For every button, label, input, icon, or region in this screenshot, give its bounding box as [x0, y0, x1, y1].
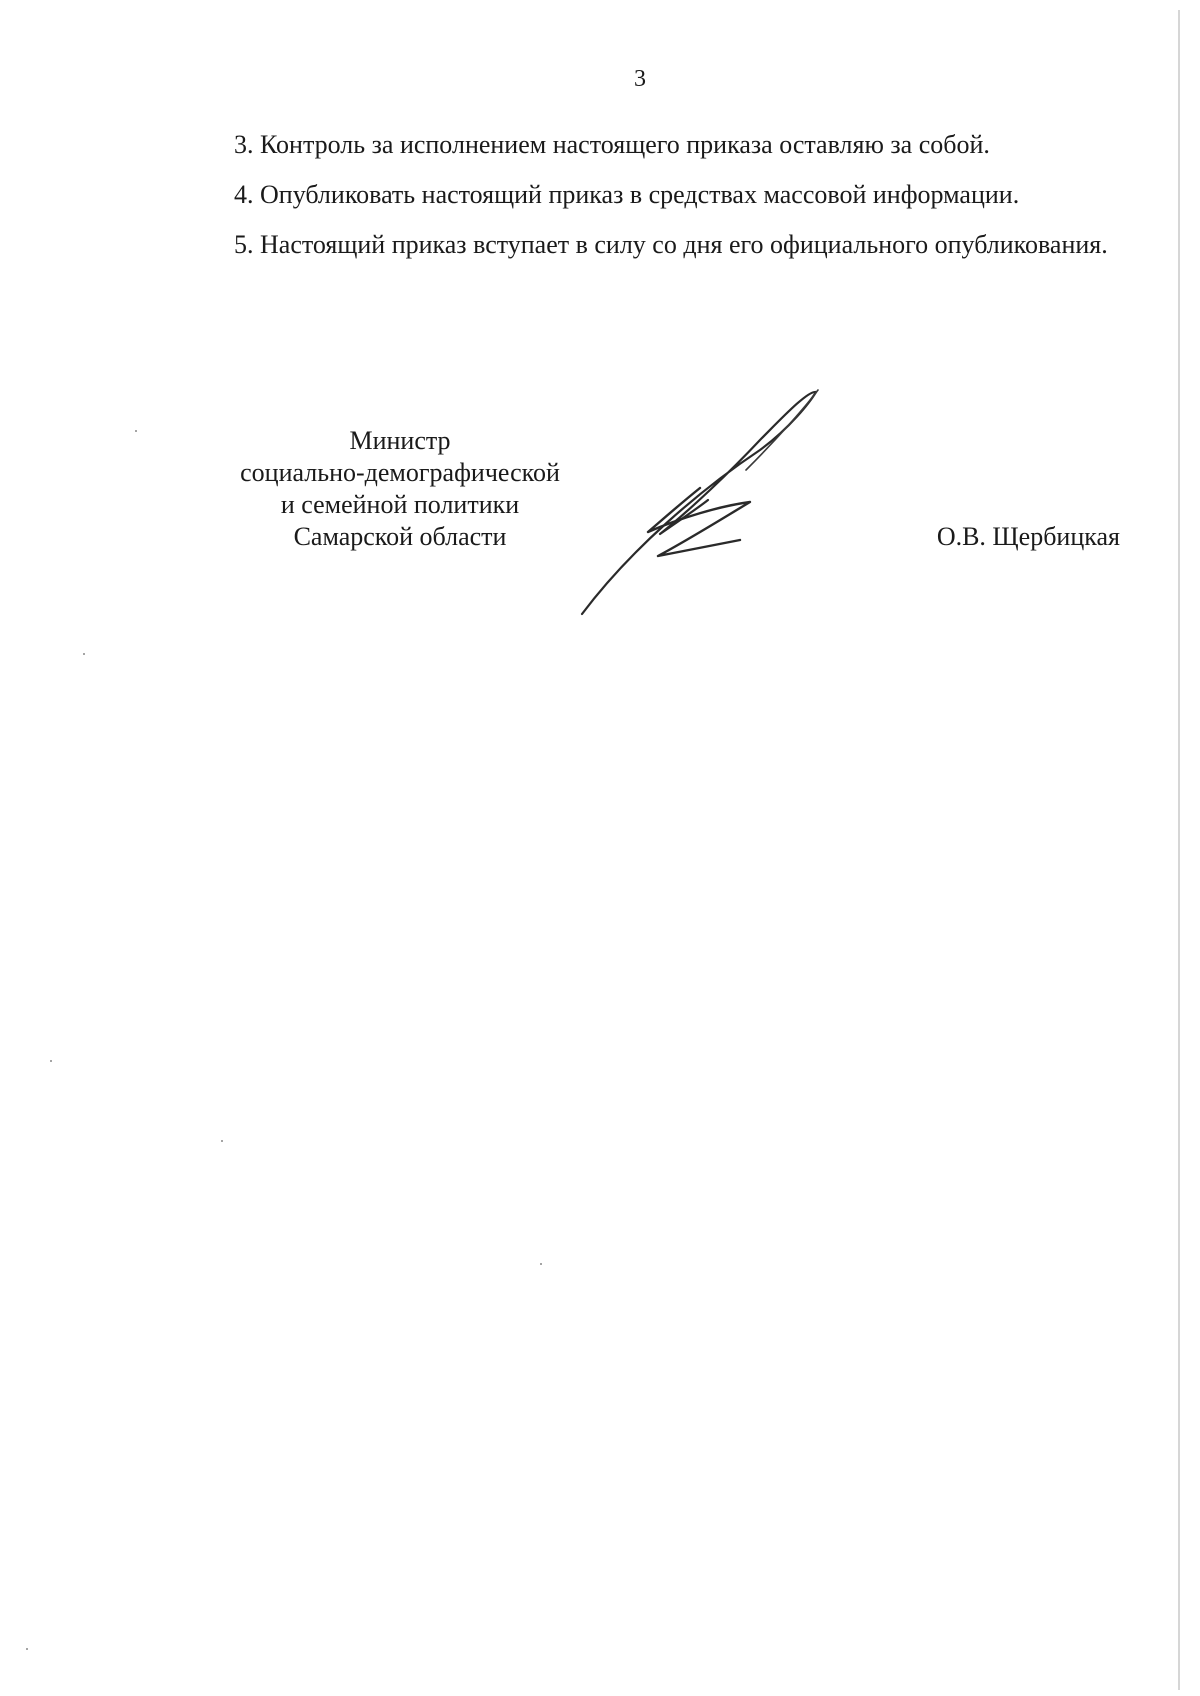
scan-speck [26, 1648, 28, 1650]
paragraph-4: 4. Опубликовать настоящий приказ в средствах массовой информации. [234, 180, 1020, 209]
scan-speck [135, 430, 137, 432]
page-number: 3 [634, 66, 646, 92]
signatory-title-line: Самарской области [293, 522, 507, 551]
paragraph-3: 3. Контроль за исполнением настоящего приказа оставляю за собой. [234, 130, 990, 159]
scan-speck [540, 1263, 542, 1265]
signatory-title-line: Министр [349, 426, 451, 455]
scan-speck [221, 1140, 223, 1142]
document-body [160, 120, 1120, 270]
scan-speck [50, 1060, 52, 1062]
signer-name: О.В. Щербицкая [936, 522, 1120, 551]
scan-speck [83, 653, 85, 655]
scan-edge-line [1178, 10, 1180, 1690]
signatory-title [200, 425, 600, 553]
signatory-title-line: и семейной политики [280, 490, 520, 519]
paragraph-5: 5. Настоящий приказ вступает в силу со дня его официального опубликования. [234, 230, 1108, 259]
signatory-title-line: социально-демографической [240, 458, 560, 487]
handwritten-signature-icon [570, 380, 890, 620]
